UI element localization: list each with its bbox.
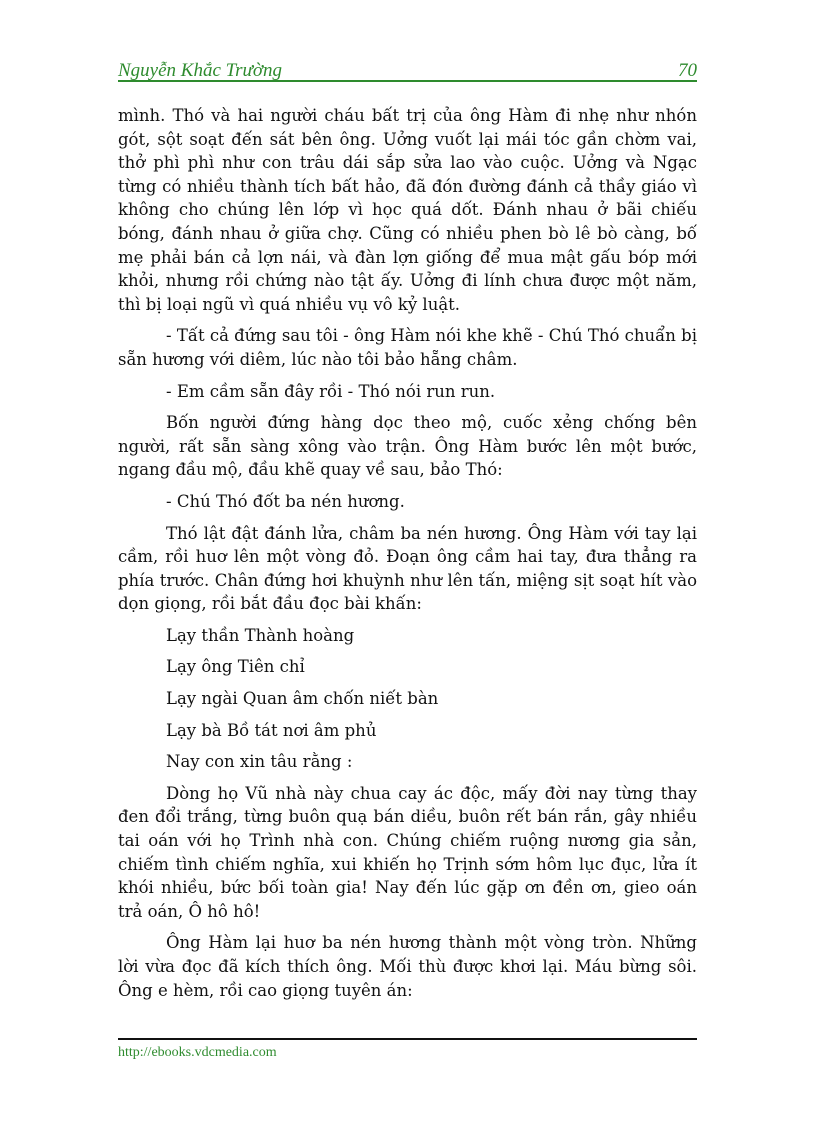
paragraph: - Tất cả đứng sau tôi - ông Hàm nói khe khẽ - Chú Thó chuẩn bị sẵn hương với diêm, lúc nào tôi bảo hẵng châm. (118, 326, 697, 369)
paragraph: Ông Hàm lại huơ ba nén hương thành một vòng tròn. Những lời vừa đọc đã kích thích ông. Mối thù được khơi lại. Máu bừng sôi. Ông e hèm, rồi cao giọng tuyên án: (118, 933, 697, 1000)
footer-url[interactable]: http://ebooks.vdcmedia.com (118, 1045, 277, 1060)
page-number: 70 (678, 60, 697, 81)
page-header (118, 60, 697, 82)
verse-line: Lạy ngài Quan âm chốn niết bàn (166, 689, 439, 709)
verse-line: Lạy ông Tiên chỉ (166, 657, 305, 677)
verse-line: Nay con xin tâu rằng : (166, 752, 353, 772)
paragraph: Thó lật đật đánh lửa, châm ba nén hương. Ông Hàm với tay lại cầm, rồi huơ lên một vòng đỏ. Đoạn ông cầm hai tay, đưa thẳng ra phía trước. Chân đứng hơi khuỳnh như lên tấn, miệng sịt soạt hít vào dọn giọng, rồi bắt đầu đọc bài khấn: (118, 523, 697, 614)
paragraph: mình. Thó và hai người cháu bất trị của ông Hàm đi nhẹ như nhón gót, sột soạt đến sát bên ông. Uởng vuốt lại mái tóc gần chờm vai, thở phì phì như con trâu dái sắp sửa lao vào cuộc. Uởng và Ngạc từng có nhiều thành tích bất hảo, đã đón đường đánh cả thầy giáo vì không cho chúng lên lớp vì học quá dốt. Đánh nhau ở bãi chiếu bóng, đánh nhau ở giữa chợ. Cũng có nhiều phen bò lê bò càng, bố mẹ phải bán cả lợn nái, và đàn lợn giống để mua mật gấu bóp mới khỏi, nhưng rồi chứng nào tật ấy. Uởng đi lính chưa được một năm, thì bị loại ngũ vì quá nhiều vụ vô kỷ luật. (118, 106, 697, 314)
paragraph: - Em cầm sẵn đây rồi - Thó nói run run. (166, 381, 496, 401)
paragraph: Dòng họ Vũ nhà này chua cay ác độc, mấy đời nay từng thay đen đổi trắng, từng buôn quạ bán diều, buôn rết bán rắn, gây nhiều tai oán với họ Trình nhà con. Chúng chiếm ruộng nương gia sản, chiếm tình chiếm nghĩa, xui khiến họ Trịnh sớm hôm lục đục, lửa ít khói nhiều, bức bối toàn gia! Nay đến lúc gặp ơn đền ơn, gieo oán trả oán, Ô hô hô! (118, 783, 697, 921)
page-content (118, 104, 697, 1010)
paragraph: - Chú Thó đốt ba nén hương. (166, 491, 405, 511)
footer-divider (118, 1038, 697, 1040)
paragraph: Bốn người đứng hàng dọc theo mộ, cuốc xẻng chống bên người, rất sẵn sàng xông vào trận. Ông Hàm bước lên một bước, ngang đầu mộ, đầu khẽ quay về sau, bảo Thó: (118, 413, 697, 480)
verse-line: Lạy thần Thành hoàng (166, 625, 355, 645)
verse-line: Lạy bà Bồ tát nơi âm phủ (166, 720, 377, 740)
book-author: Nguyễn Khắc Trường (118, 60, 283, 81)
